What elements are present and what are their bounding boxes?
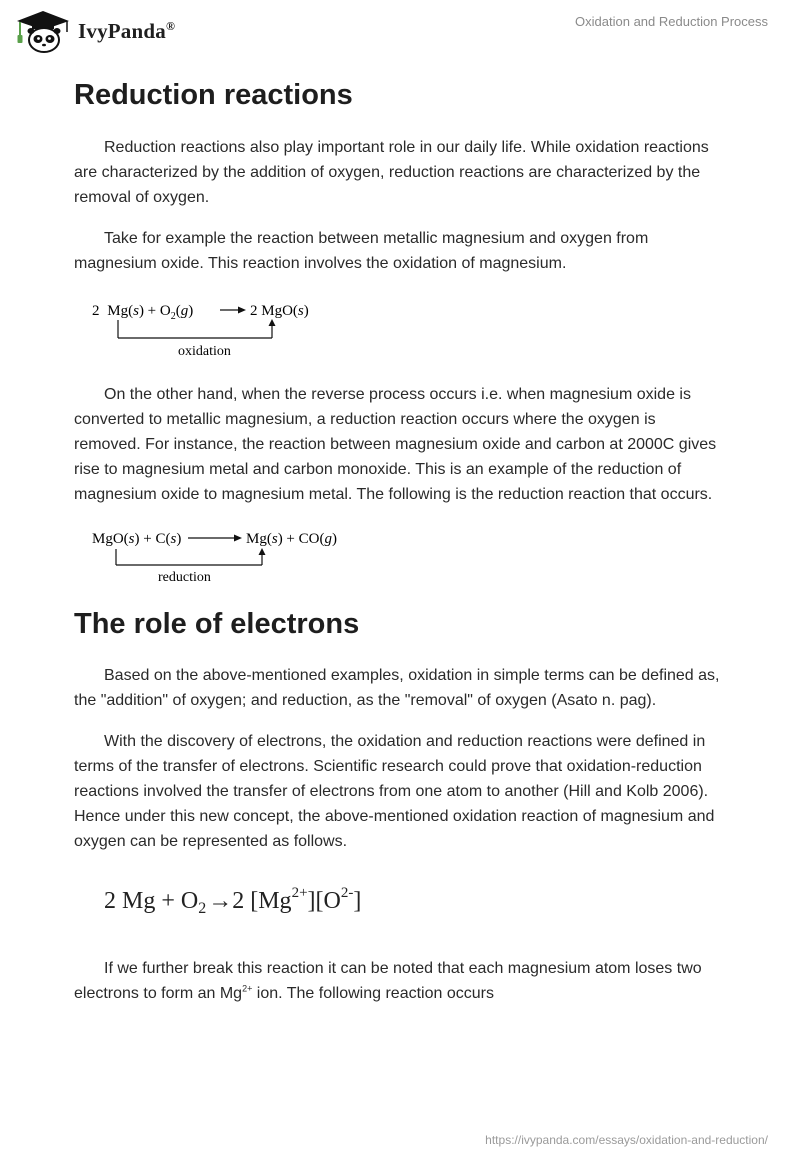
svg-text:2 MgO(s): 2 MgO(s) (250, 303, 309, 319)
paragraph: If we further break this reaction it can be noted that each magnesium atom loses two electrons to form an $Mg^{2+}$ ion. The following reaction occurs (74, 960, 702, 1002)
reduction-equation-figure (92, 527, 362, 587)
oxidation-label: oxidation (178, 344, 231, 359)
page-header (0, 0, 800, 64)
paragraph: Reduction reactions also play important role in our daily life. While oxidation reactions are characterized by the addition of oxygen, reduction reactions are characterized by the removal of oxygen. (74, 139, 709, 206)
ionic-equation-figure (104, 874, 434, 922)
paragraph: On the other hand, when the reverse process occurs i.e. when magnesium oxide is converted to metallic magnesium, a reduction reaction occurs where the oxygen is removed. For instance, the reaction between magnesium oxide and carbon at 2000C gives rise to magnesium metal and carbon monoxide. This is an example of the reduction of magnesium oxide to magnesium metal. The following is the reduction reaction that occurs. (74, 386, 717, 503)
brand-logo[interactable] (14, 8, 175, 54)
article-content (74, 70, 724, 1006)
paragraph: With the discovery of electrons, the oxidation and reduction reactions were defined in terms of the transfer of electrons. Scientific research could prove that oxidation-reduction reactions involved the transfer of electrons from one atom to another (Hill and Kolb 2006). Hence under this new concept, the above-mentioned oxidation reaction of magnesium and oxygen can be represented as follows. (74, 733, 715, 850)
svg-text:MgO(s) + C(s): MgO(s) + C(s) (92, 531, 182, 547)
paragraph: Based on the above-mentioned examples, oxidation in simple terms can be defined as, the "addition" of oxygen; and reduction, as the "removal" of oxygen (Asato n. pag). (74, 667, 720, 709)
oxidation-equation-figure (92, 294, 332, 362)
paragraph: Take for example the reaction between metallic magnesium and oxygen from magnesium oxide. This reaction involves the oxidation of magnesium. (74, 230, 649, 272)
brand-name: IvyPanda® (78, 18, 176, 43)
section-heading-electrons: The role of electrons (74, 608, 360, 640)
svg-text:2 Mg(s) + O2(g): 2 $Mg(s) + O_2(g)$ (92, 303, 194, 322)
panda-graduate-icon (14, 8, 72, 54)
svg-text:Mg(s) + CO(g): Mg(s) + CO(g) (246, 531, 337, 547)
reduction-label: reduction (158, 570, 211, 585)
svg-text:2 Mg + O2→2 [Mg2+][O2-]: 2 $Mg + O_2\to 2$ $[Mg^{2+}][O^{2-}]$ (104, 885, 362, 917)
source-url[interactable]: https://ivypanda.com/essays/oxidation-and-reduction/ (485, 1133, 768, 1147)
document-title: Oxidation and Reduction Process (575, 14, 768, 29)
section-heading-reduction: Reduction reactions (74, 79, 353, 111)
